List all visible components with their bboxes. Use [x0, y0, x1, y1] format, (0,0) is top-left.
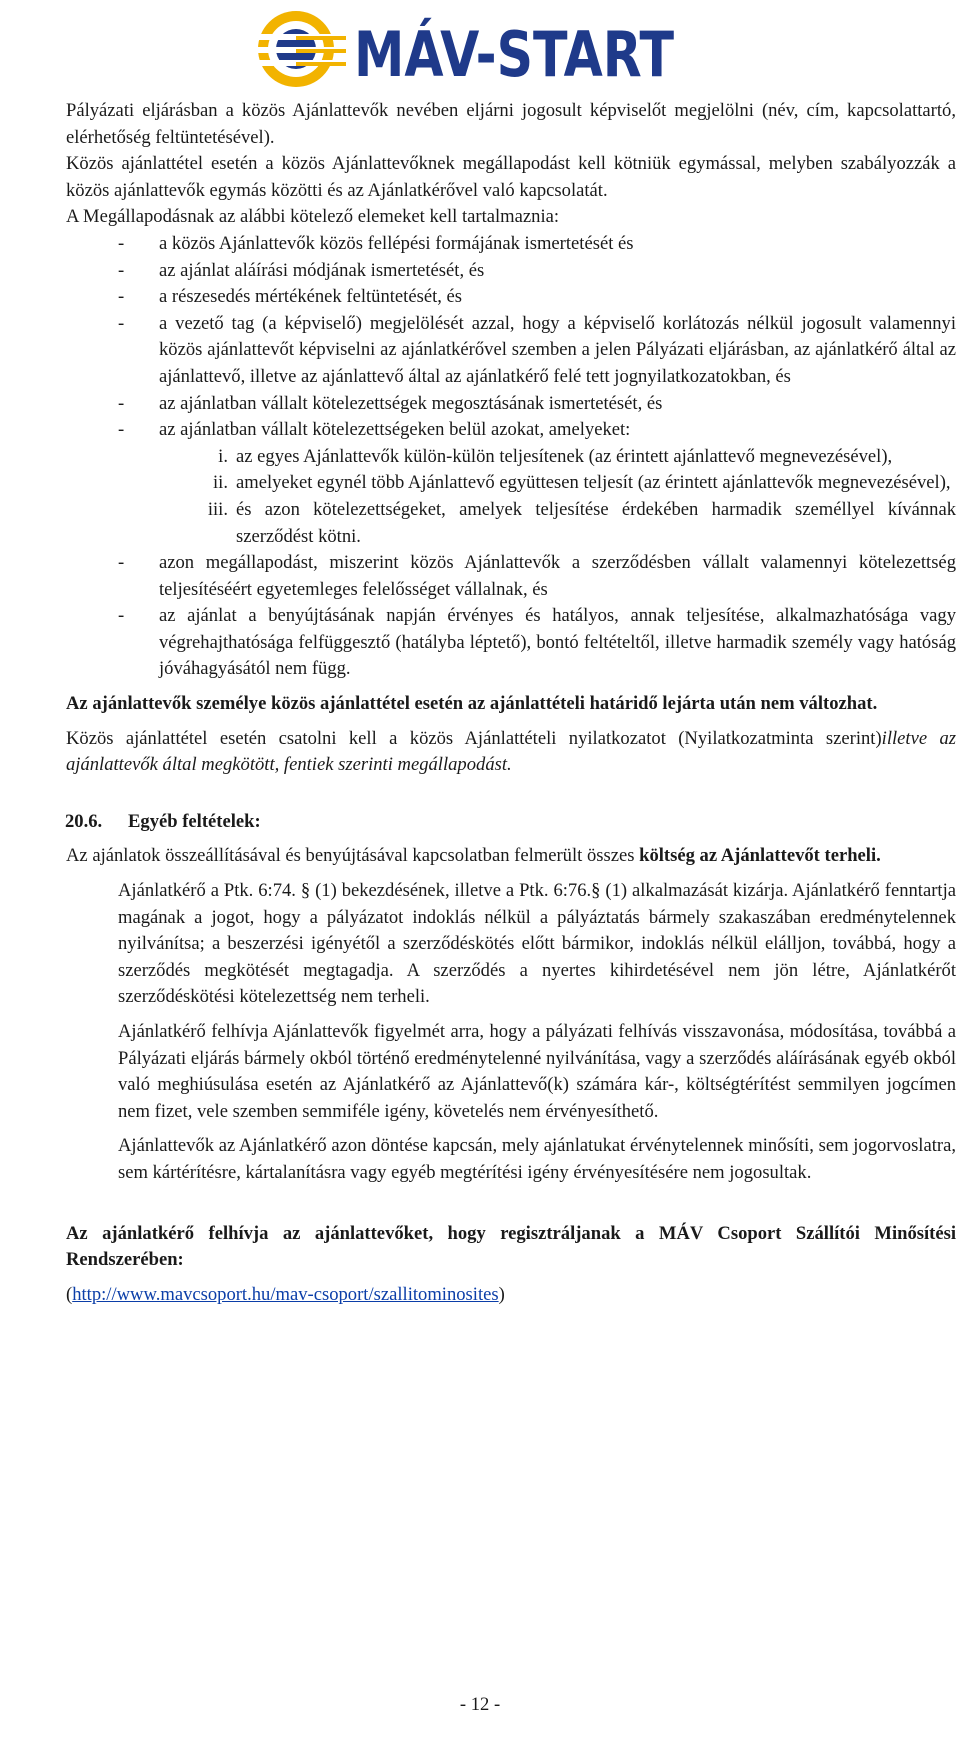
list-item: - a közös Ajánlattevők közös fellépési formájának ismertetését és — [118, 232, 634, 254]
bold-notice: Az ajánlattevők személye közös ajánlattétel esetén az ajánlattételi határidő lejárta után nem változhat. — [66, 693, 878, 715]
list-item: - az ajánlat a benyújtásának napján érvényes és hatályos, annak teljesítése, alkalmazhatósága vagy végrehajthatósága felfüggesztő (hatályba léptető), bontó feltételtől, illetve harmadik személy vagy hatóság jóváhagyásától nem függ. — [118, 605, 956, 680]
obligations-sublist — [66, 444, 956, 550]
list-item: - azon megállapodást, miszerint közös Ajánlattevők a szerződésben vállalt valamennyi kötelezettség teljesítéséért egyetemleges felelősséget vállalnak, és — [118, 552, 956, 600]
section-title: Egyéb feltételek: — [128, 810, 261, 832]
paragraph-costs: Az ajánlatok összeállításával és benyújtásával kapcsolatban felmerült összes költség az Ajánlattevőt terheli. — [66, 845, 881, 867]
section-number: 20.6. — [65, 810, 103, 832]
list-item: - a vezető tag (a képviselő) megjelölését azzal, hogy a képviselő korlátozás nélkül jogosult valamennyi közös ajánlattevőt képviselni az ajánlatkérővel szemben a jelen Pályázati eljárásban, az ajánlatkérő által az ajánlattevő, illetve az ajánlattevő által az ajánlatkérő felé tett jognyilatkozatokban, és — [118, 312, 956, 387]
mav-start-logo — [248, 4, 678, 94]
registration-notice: Az ajánlatkérő felhívja az ajánlattevőket, hogy regisztráljanak a MÁV Csoport Szállítói Minősítési Rendszerében: — [66, 1222, 956, 1271]
page-number: - 12 - — [459, 1694, 501, 1715]
list-item: - az ajánlatban vállalt kötelezettségeken belül azokat, amelyeket: i. az egyes Ajánlattevők külön-külön teljesítenek (az érintett ajánlattevő megnevezésével), ii. amelyeket egynél több Ajánlattevő együttesen teljesít (az érintett ajánlattevők megnevezésével), iii. és azon kötelezettségeket, amelyek teljesítése érdekében harmadik személlyel kívánnak szerződést kötni. — [66, 417, 956, 550]
paragraph-agreement: Közös ajánlattétel esetén a közös Ajánlattevőknek megállapodást kell kötniük egymással, melyben szabályozzák a közös ajánlattevők egymás közötti és az Ajánlatkérővel való kapcsolatát. — [66, 153, 956, 201]
document-body — [66, 98, 956, 1308]
sublist-item: i. az egyes Ajánlattevők külön-külön teljesítenek (az érintett ajánlattevő megnevezésével), — [218, 445, 893, 467]
paragraph-joint-declaration: Közös ajánlattétel esetén csatolni kell a közös Ajánlattételi nyilatkozatot (Nyilatkozatminta szerint)illetve az ajánlattevők által megkötött, fentiek szerinti megállapodást. — [66, 727, 956, 776]
logo-emblem — [248, 11, 346, 87]
sublist-item: ii. amelyeket egynél több Ajánlattevő együttesen teljesít (az érintett ajánlattevők megnevezésével), — [213, 472, 951, 494]
sublist-item: iii. és azon kötelezettségeket, amelyek teljesítése érdekében harmadik személlyel kívánnak szerződést kötni. — [207, 498, 956, 547]
paragraph-withdrawal: Ajánlatkérő felhívja Ajánlattevők figyelmét arra, hogy a pályázati felhívás visszavonása, módosítása, továbbá a Pályázati eljárás bármely okból történő eredménytelenné nyilvánítása, vagy a szerződés aláírásának egyéb okból való meghiúsulása esetén az Ajánlatkérő az Ajánlattevő(k) számára kár-, költségtérítést semmilyen jogcímen nem fizet, vele szemben semmiféle igény, követelés nem érvényesíthető. — [118, 1021, 956, 1122]
paragraph-no-remedy: Ajánlattevők az Ajánlatkérő azon döntése kapcsán, mely ajánlatukat érvénytelennek minősíti, sem jogorvoslatra, sem kártérítésre, kártalanításra vagy egyéb megtérítési igény érvényesítésére nem jogosultak. — [118, 1135, 956, 1183]
section-20-6 — [66, 809, 956, 836]
list-item: - az ajánlat aláírási módjának ismertetését, és — [118, 259, 485, 281]
paragraph-representative: Pályázati eljárásban a közös Ajánlattevők nevében eljárni jogosult képviselőt megjelölni (név, cím, kapcsolattartó, elérhetőség feltüntetésével). — [66, 100, 956, 148]
registration-link-line: (http://www.mavcsoport.hu/mav-csoport/szallitominosites) — [66, 1283, 505, 1305]
paragraph-agreement-elements: A Megállapodásnak az alábbi kötelező elemeket kell tartalmaznia: — [66, 206, 560, 228]
agreement-elements-list — [66, 231, 956, 683]
list-item: - az ajánlatban vállalt kötelezettségek megosztásának ismertetését, és — [118, 392, 663, 414]
registration-link[interactable]: http://www.mavcsoport.hu/mav-csoport/szallitominosites — [72, 1283, 499, 1305]
list-item: - a részesedés mértékének feltüntetését, és — [118, 286, 463, 308]
logo-text: MÁV-START — [354, 18, 674, 91]
paragraph-ptk: Ajánlatkérő a Ptk. 6:74. § (1) bekezdésének, illetve a Ptk. 6:76.§ (1) alkalmazását kizárja. Ajánlatkérő fenntartja magának a jogot, hogy a pályázatot indoklás nélkül a pályáztatás bármely szakaszában eredménytelennek nyilvánítsa; a beszerzési igényétől a szerződéskötés előtt bármikor, indoklás nélkül elálljon, továbbá, hogy a szerződés megkötését megtagadja. A szerződés a nyertes kihirdetésével nem jön létre, Ajánlatkérőt szerződéskötési kötelezettség nem terheli. — [118, 880, 956, 1008]
